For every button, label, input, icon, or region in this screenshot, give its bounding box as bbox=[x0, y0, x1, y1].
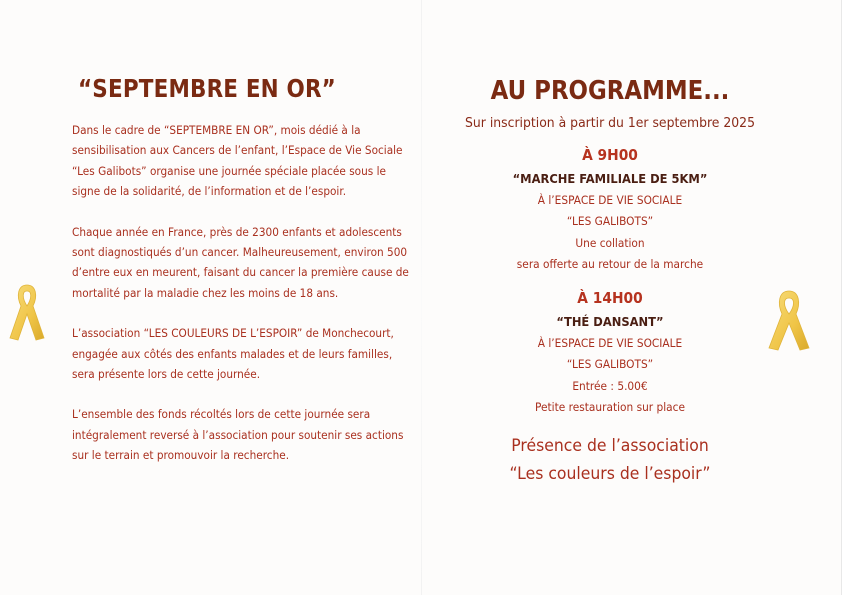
event-walk-line: À l’ESPACE DE VIE SOCIALE bbox=[537, 193, 683, 207]
left-column bbox=[72, 74, 422, 487]
event-dance-time: À 14H00 bbox=[577, 289, 643, 308]
presence-line-2: “Les couleurs de l’espoir” bbox=[509, 464, 711, 485]
left-title: “SEPTEMBRE EN OR” bbox=[78, 74, 336, 103]
event-walk bbox=[440, 142, 780, 275]
intro-paragraph: Dans le cadre de “SEPTEMBRE EN OR”, mois dédié à la sensibilisation aux Cancers de l’enfant, l’Espace de Vie Sociale “Les Galibots” organise une journée spéciale placée sous le signe de la solidarité, de l’information et de l’espoir. bbox=[72, 124, 403, 199]
statistics-paragraph: Chaque année en France, près de 2300 enfants et adolescents sont diagnostiqués d’un cancer. Malheureusement, environ 500 d’entre eux en meurent, faisant du cancer la première cause de mortalité par la maladie chez les moins de 18 ans. bbox=[72, 225, 409, 300]
event-walk-time: À 9H00 bbox=[582, 146, 638, 164]
event-dance-name: “THÉ DANSANT” bbox=[556, 314, 664, 330]
right-column bbox=[440, 76, 780, 488]
event-walk-name: “MARCHE FAMILIALE DE 5KM” bbox=[512, 171, 708, 186]
event-dance-line: À l’ESPACE DE VIE SOCIALE bbox=[537, 336, 683, 351]
event-walk-line: Une collation bbox=[575, 235, 645, 250]
event-dance-line: Petite restauration sur place bbox=[535, 400, 685, 415]
spacer bbox=[440, 418, 780, 432]
gold-ribbon-icon-left bbox=[6, 282, 48, 342]
program-title: AU PROGRAMME... bbox=[490, 76, 730, 106]
registration-note: Sur inscription à partir du 1er septembre 2025 bbox=[465, 115, 755, 131]
spacer bbox=[440, 275, 780, 285]
funds-paragraph: L’ensemble des fonds récoltés lors de cette journée sera intégralement reversé à l’association pour soutenir ses actions sur le terrain et promouvoir la recherche. bbox=[72, 408, 404, 463]
association-paragraph: L’association “LES COULEURS DE L’ESPOIR” de Monchecourt, engagée aux côtés des enfants malades et de leurs familles, sera présente lors de cette journée. bbox=[72, 327, 394, 382]
event-dance-line: “LES GALIBOTS” bbox=[566, 357, 654, 372]
event-dance bbox=[440, 285, 780, 418]
event-walk-line: “LES GALIBOTS” bbox=[566, 214, 654, 229]
event-dance-line: Entrée : 5.00€ bbox=[572, 378, 648, 393]
event-walk-line: sera offerte au retour de la marche bbox=[516, 256, 704, 271]
presence-line-1: Présence de l’association bbox=[511, 436, 709, 457]
